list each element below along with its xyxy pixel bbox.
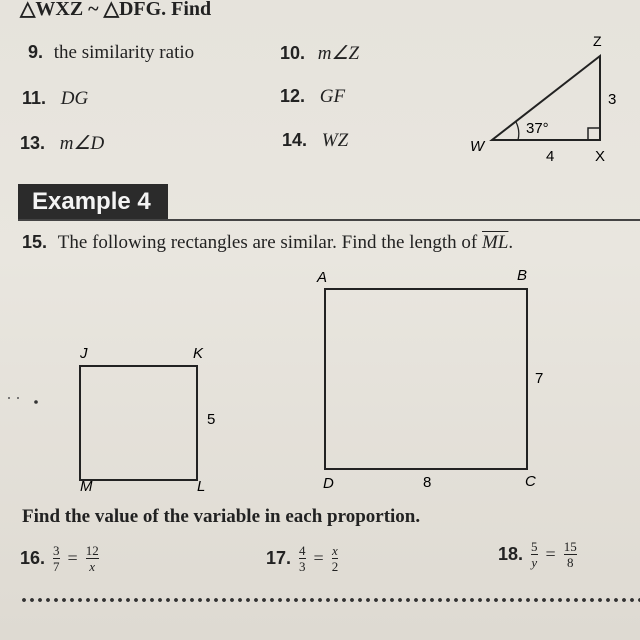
question-number: 11. (22, 88, 47, 108)
proportion-heading: Find the value of the variable in each proportion. (22, 506, 421, 527)
rectangle-jklm-figure (60, 340, 240, 500)
vertex-j-label: J (80, 345, 88, 362)
vertex-z-label: Z (593, 33, 602, 49)
denominator: 7 (53, 559, 60, 574)
side-kl-label: 5 (207, 411, 216, 428)
vertex-b-label: B (517, 267, 528, 284)
question-text: the similarity ratio (53, 42, 195, 63)
side-zx-label: 3 (608, 91, 617, 108)
question-16 (20, 544, 99, 573)
section-header: △WXZ ~ △DFG. Find (20, 0, 212, 20)
question-15 (22, 232, 513, 254)
denominator: y (531, 555, 538, 570)
banner-divider (18, 219, 640, 221)
vertex-x-label: X (595, 148, 606, 165)
vertex-d-label: D (323, 475, 334, 492)
denominator: x (89, 559, 96, 574)
denominator: 3 (299, 559, 306, 574)
fraction-left (53, 544, 60, 573)
numerator: 15 (563, 539, 577, 554)
equals-sign: = (67, 548, 78, 568)
numerator: 12 (85, 543, 99, 558)
segment-ml: $\overline{ML}$ (482, 232, 509, 253)
question-text: m∠Z (317, 43, 360, 64)
question-9 (28, 42, 194, 64)
question-13 (20, 132, 104, 155)
question-number: 13. (20, 133, 46, 153)
page-marks (0, 390, 50, 410)
angle-w-label: 37° (526, 120, 549, 137)
question-number: 14. (282, 130, 308, 150)
question-18 (498, 540, 577, 569)
vertex-c-label: C (525, 473, 536, 490)
question-text: The following rectangles are similar. Find the length of (57, 232, 483, 253)
fraction-right (564, 540, 577, 569)
fraction-left (531, 540, 538, 569)
numerator: x (332, 543, 338, 558)
side-wx-label: 4 (546, 148, 555, 165)
question-14 (282, 130, 348, 152)
vertex-l-label: L (197, 478, 206, 495)
example-banner: Example 4 (18, 184, 168, 220)
fraction-right (86, 544, 99, 573)
question-text: m∠D (59, 133, 105, 154)
triangle-wxz-figure (460, 30, 640, 175)
question-text: WZ (321, 130, 349, 151)
rectangle-outline (325, 289, 527, 469)
dotted-divider (20, 597, 640, 603)
question-11 (22, 88, 88, 110)
question-number: 16. (20, 548, 46, 568)
question-number: 10. (280, 43, 306, 63)
fraction-left (299, 544, 306, 573)
question-number: 9. (28, 42, 44, 62)
numerator: 3 (53, 543, 60, 558)
question-17 (266, 544, 338, 573)
denominator: 8 (566, 555, 574, 570)
vertex-m-label: M (80, 478, 93, 495)
question-number: 18. (498, 544, 524, 564)
equals-sign: = (313, 548, 324, 568)
numerator: 4 (299, 543, 306, 558)
rectangle-outline (80, 366, 197, 480)
question-number: 12. (280, 86, 306, 106)
question-text: GF (319, 86, 346, 107)
vertex-a-label: A (317, 269, 328, 286)
question-number: 15. (22, 232, 48, 252)
angle-arc (516, 122, 519, 140)
question-number: 17. (266, 548, 292, 568)
fraction-right (332, 544, 339, 573)
vertex-w-label: W (470, 138, 485, 155)
question-text: DG (60, 88, 89, 109)
right-angle-mark (588, 128, 600, 140)
question-10 (280, 42, 359, 65)
denominator: 2 (331, 559, 339, 574)
side-bc-label: 7 (535, 370, 544, 387)
vertex-k-label: K (193, 345, 204, 362)
question-end: . (508, 232, 514, 253)
equals-sign: = (545, 544, 556, 564)
rectangle-abcd-figure (305, 262, 565, 497)
side-dc-label: 8 (423, 474, 432, 491)
question-12 (280, 86, 345, 108)
numerator: 5 (531, 539, 538, 554)
